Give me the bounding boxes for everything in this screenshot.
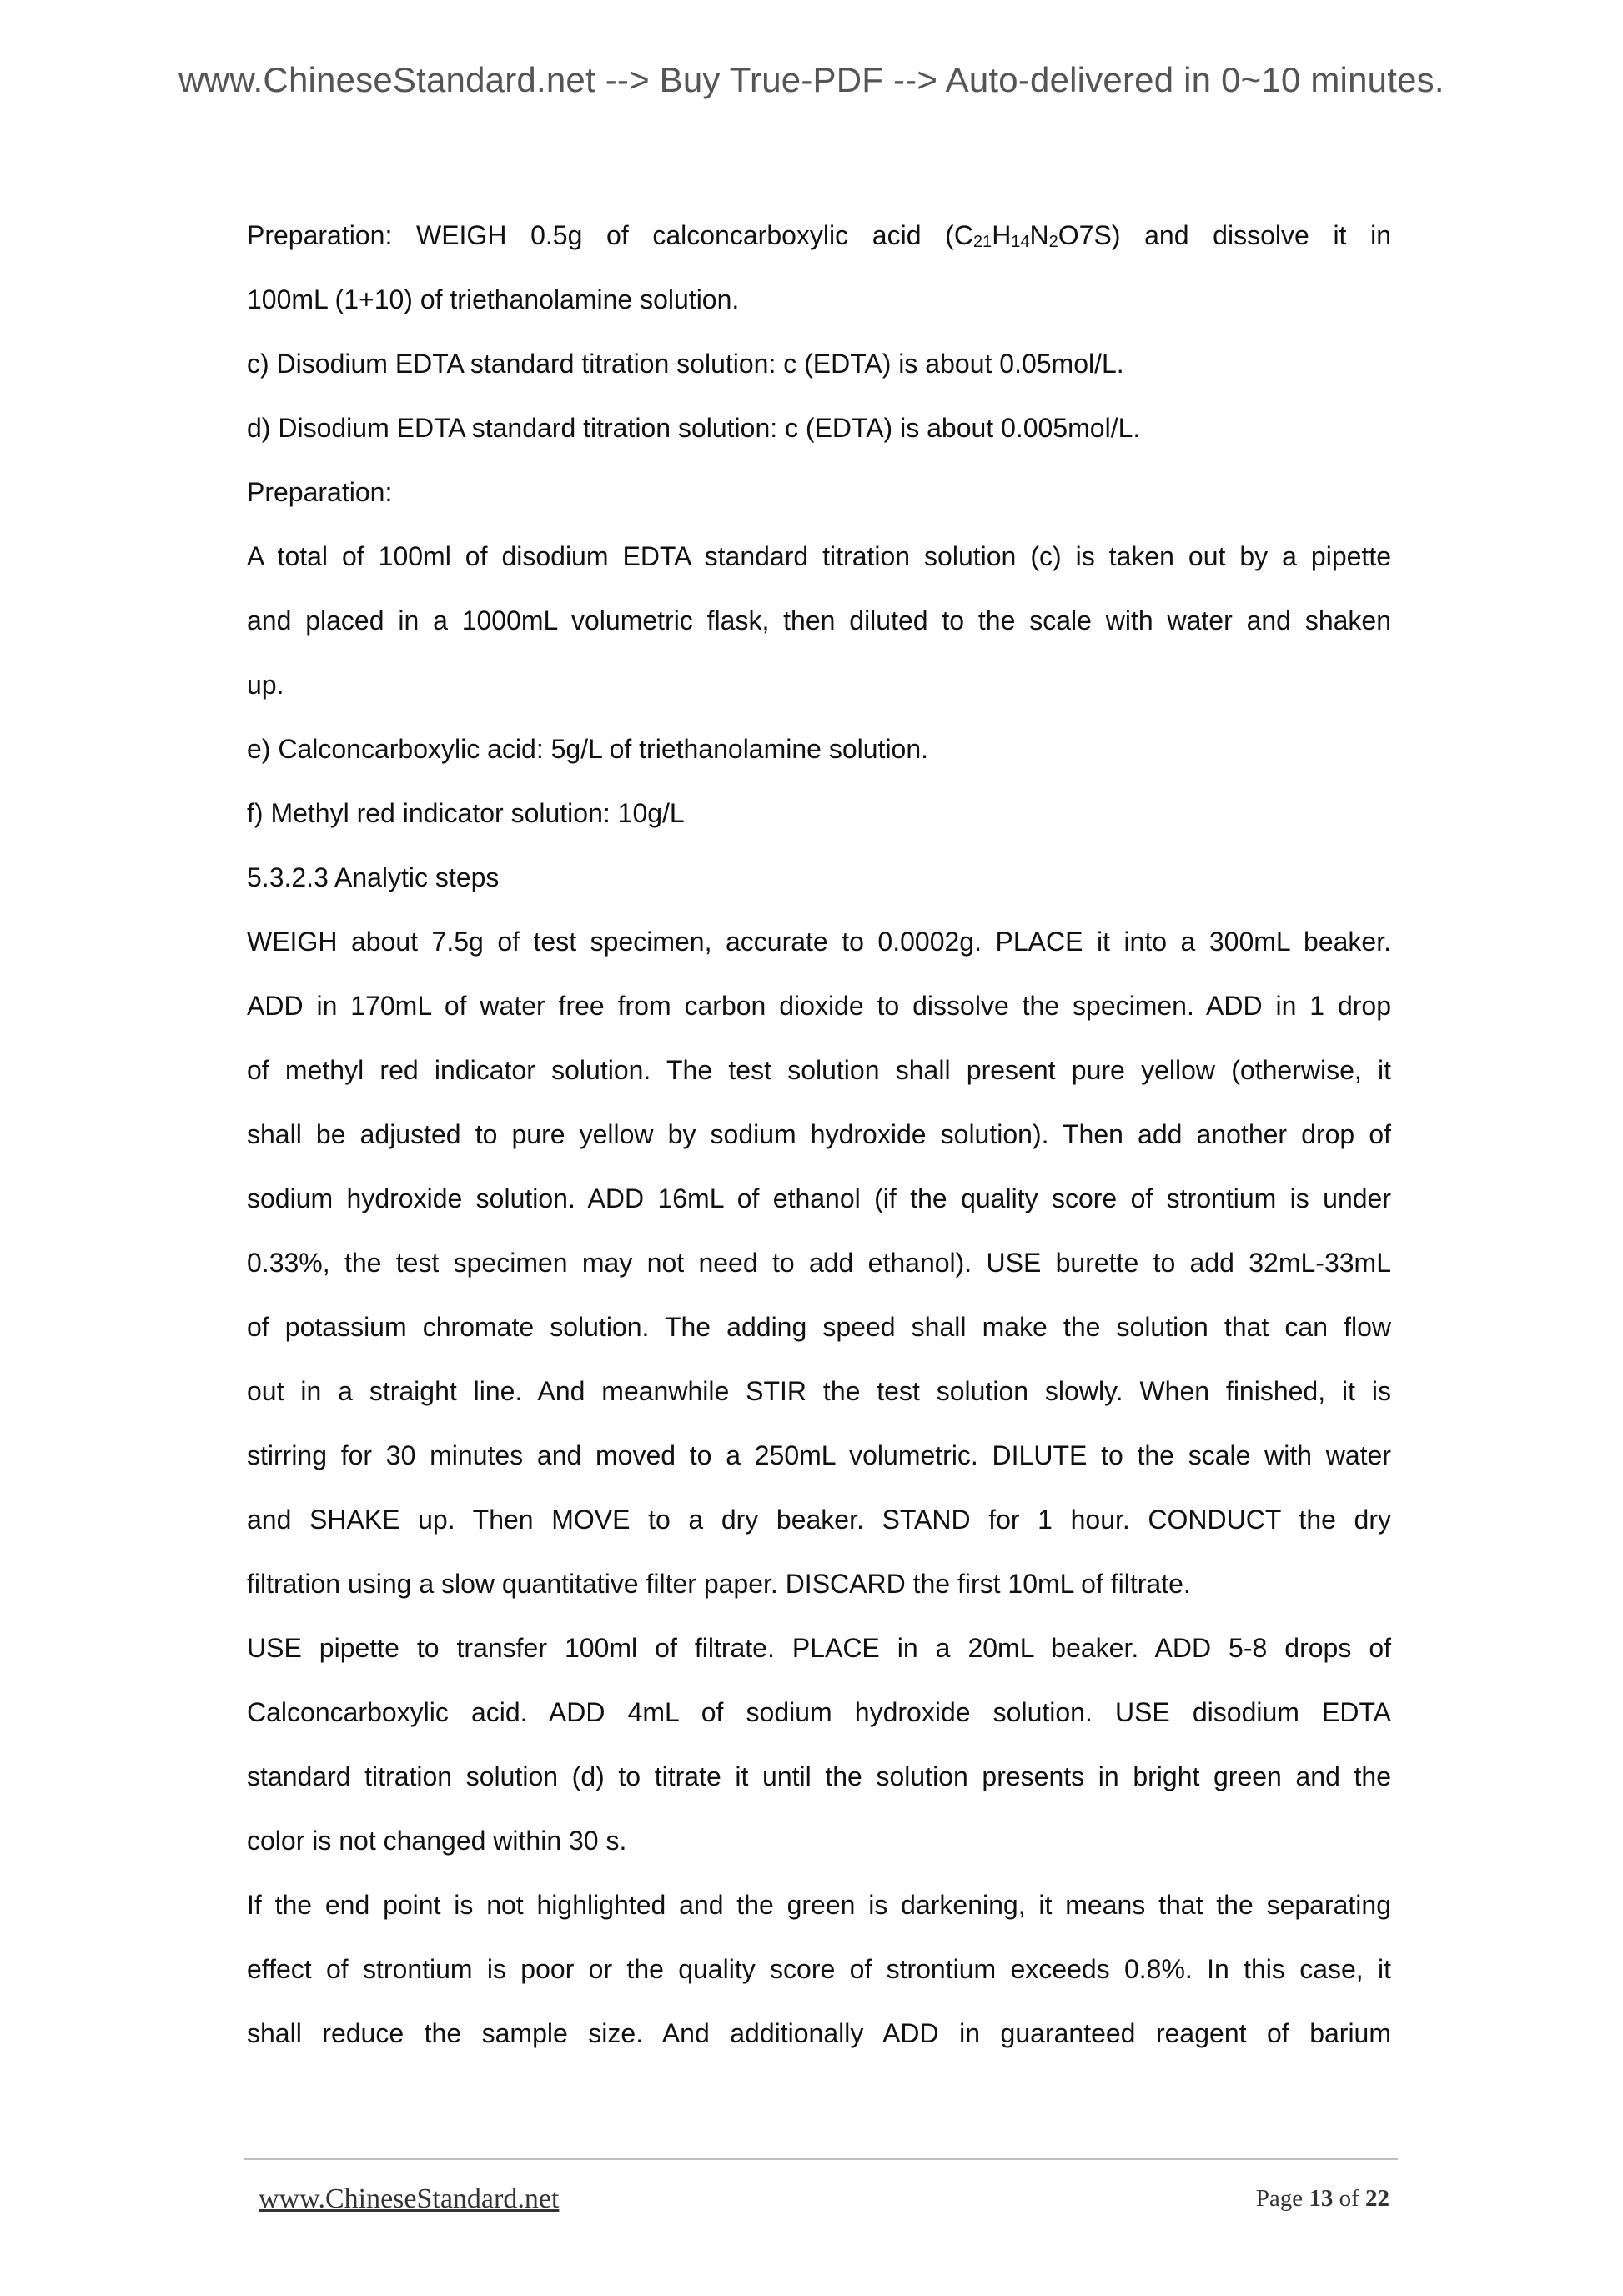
text-fragment: O7S) and dissolve it in bbox=[1058, 220, 1392, 250]
text-fragment: Preparation: WEIGH 0.5g of calconcarboxylic acid (C bbox=[247, 220, 973, 250]
text-line: Calconcarboxylic acid. ADD 4mL of sodium hydroxide solution. USE disodium EDTA bbox=[247, 1697, 1391, 1727]
subscript: 14 bbox=[1011, 233, 1030, 251]
text-line: of methyl red indicator solution. The test solution shall present pure yellow (otherwise, it bbox=[247, 1055, 1391, 1085]
text-fragment: H bbox=[992, 220, 1012, 250]
text-line: A total of 100ml of disodium EDTA standard titration solution (c) is taken out by a pipette bbox=[247, 541, 1391, 571]
text-line-prep1 bbox=[247, 203, 1391, 268]
text-line: filtration using a slow quantitative filter paper. DISCARD the first 10mL of filtrate. bbox=[247, 1569, 1191, 1599]
text-line: c) Disodium EDTA standard titration solution: c (EDTA) is about 0.05mol/L. bbox=[247, 349, 1124, 379]
text-line: WEIGH about 7.5g of test specimen, accurate to 0.0002g. PLACE it into a 300mL beaker. bbox=[247, 927, 1391, 957]
text-fragment: N bbox=[1029, 220, 1049, 250]
footer-divider bbox=[244, 2158, 1398, 2160]
text-line: 0.33%, the test specimen may not need to add ethanol). USE burette to add 32mL-33mL bbox=[247, 1248, 1391, 1278]
text-line: Preparation: bbox=[247, 477, 393, 507]
document-body bbox=[247, 203, 1391, 2066]
text-line: sodium hydroxide solution. ADD 16mL of ethanol (if the quality score of strontium is under bbox=[247, 1183, 1391, 1213]
footer-website-link[interactable]: www.ChineseStandard.net bbox=[259, 2183, 560, 2214]
text-line: color is not changed within 30 s. bbox=[247, 1826, 627, 1856]
text-line: and SHAKE up. Then MOVE to a dry beaker. STAND for 1 hour. CONDUCT the dry bbox=[247, 1505, 1391, 1535]
text-line: of potassium chromate solution. The adding speed shall make the solution that can flow bbox=[247, 1312, 1391, 1342]
page-total: 22 bbox=[1365, 2185, 1389, 2212]
text-line: shall reduce the sample size. And additionally ADD in guaranteed reagent of barium bbox=[247, 2018, 1391, 2048]
text-line: f) Methyl red indicator solution: 10g/L bbox=[247, 798, 685, 828]
header-banner: www.ChineseStandard.net --> Buy True-PDF --> Auto-delivered in 0~10 minutes. bbox=[178, 60, 1445, 99]
text-line: up. bbox=[247, 670, 284, 700]
page-label: Page bbox=[1255, 2185, 1304, 2212]
text-line: standard titration solution (d) to titrate it until the solution presents in bright green and the bbox=[247, 1761, 1391, 1791]
text-line: e) Calconcarboxylic acid: 5g/L of triethanolamine solution. bbox=[247, 734, 929, 764]
page-current: 13 bbox=[1309, 2185, 1334, 2212]
subscript: 2 bbox=[1048, 233, 1058, 251]
section-heading: 5.3.2.3 Analytic steps bbox=[247, 862, 500, 892]
page-of-label: of bbox=[1339, 2185, 1359, 2212]
text-line: and placed in a 1000mL volumetric flask, then diluted to the scale with water and shaken bbox=[247, 605, 1391, 636]
text-line: ADD in 170mL of water free from carbon dioxide to dissolve the specimen. ADD in 1 drop bbox=[247, 991, 1391, 1021]
subscript: 21 bbox=[972, 233, 992, 251]
text-line: shall be adjusted to pure yellow by sodium hydroxide solution). Then add another drop of bbox=[247, 1119, 1391, 1149]
text-line: USE pipette to transfer 100ml of filtrate. PLACE in a 20mL beaker. ADD 5-8 drops of bbox=[247, 1633, 1391, 1663]
page-number bbox=[1256, 2185, 1389, 2213]
text-line: effect of strontium is poor or the quality score of strontium exceeds 0.8%. In this case, it bbox=[247, 1954, 1391, 1984]
text-line: out in a straight line. And meanwhile STIR the test solution slowly. When finished, it is bbox=[247, 1376, 1391, 1406]
text-line: stirring for 30 minutes and moved to a 250mL volumetric. DILUTE to the scale with water bbox=[247, 1440, 1391, 1470]
text-line: 100mL (1+10) of triethanolamine solution. bbox=[247, 284, 740, 314]
text-line: d) Disodium EDTA standard titration solution: c (EDTA) is about 0.005mol/L. bbox=[247, 413, 1141, 443]
text-line: If the end point is not highlighted and the green is darkening, it means that the separating bbox=[247, 1890, 1391, 1920]
